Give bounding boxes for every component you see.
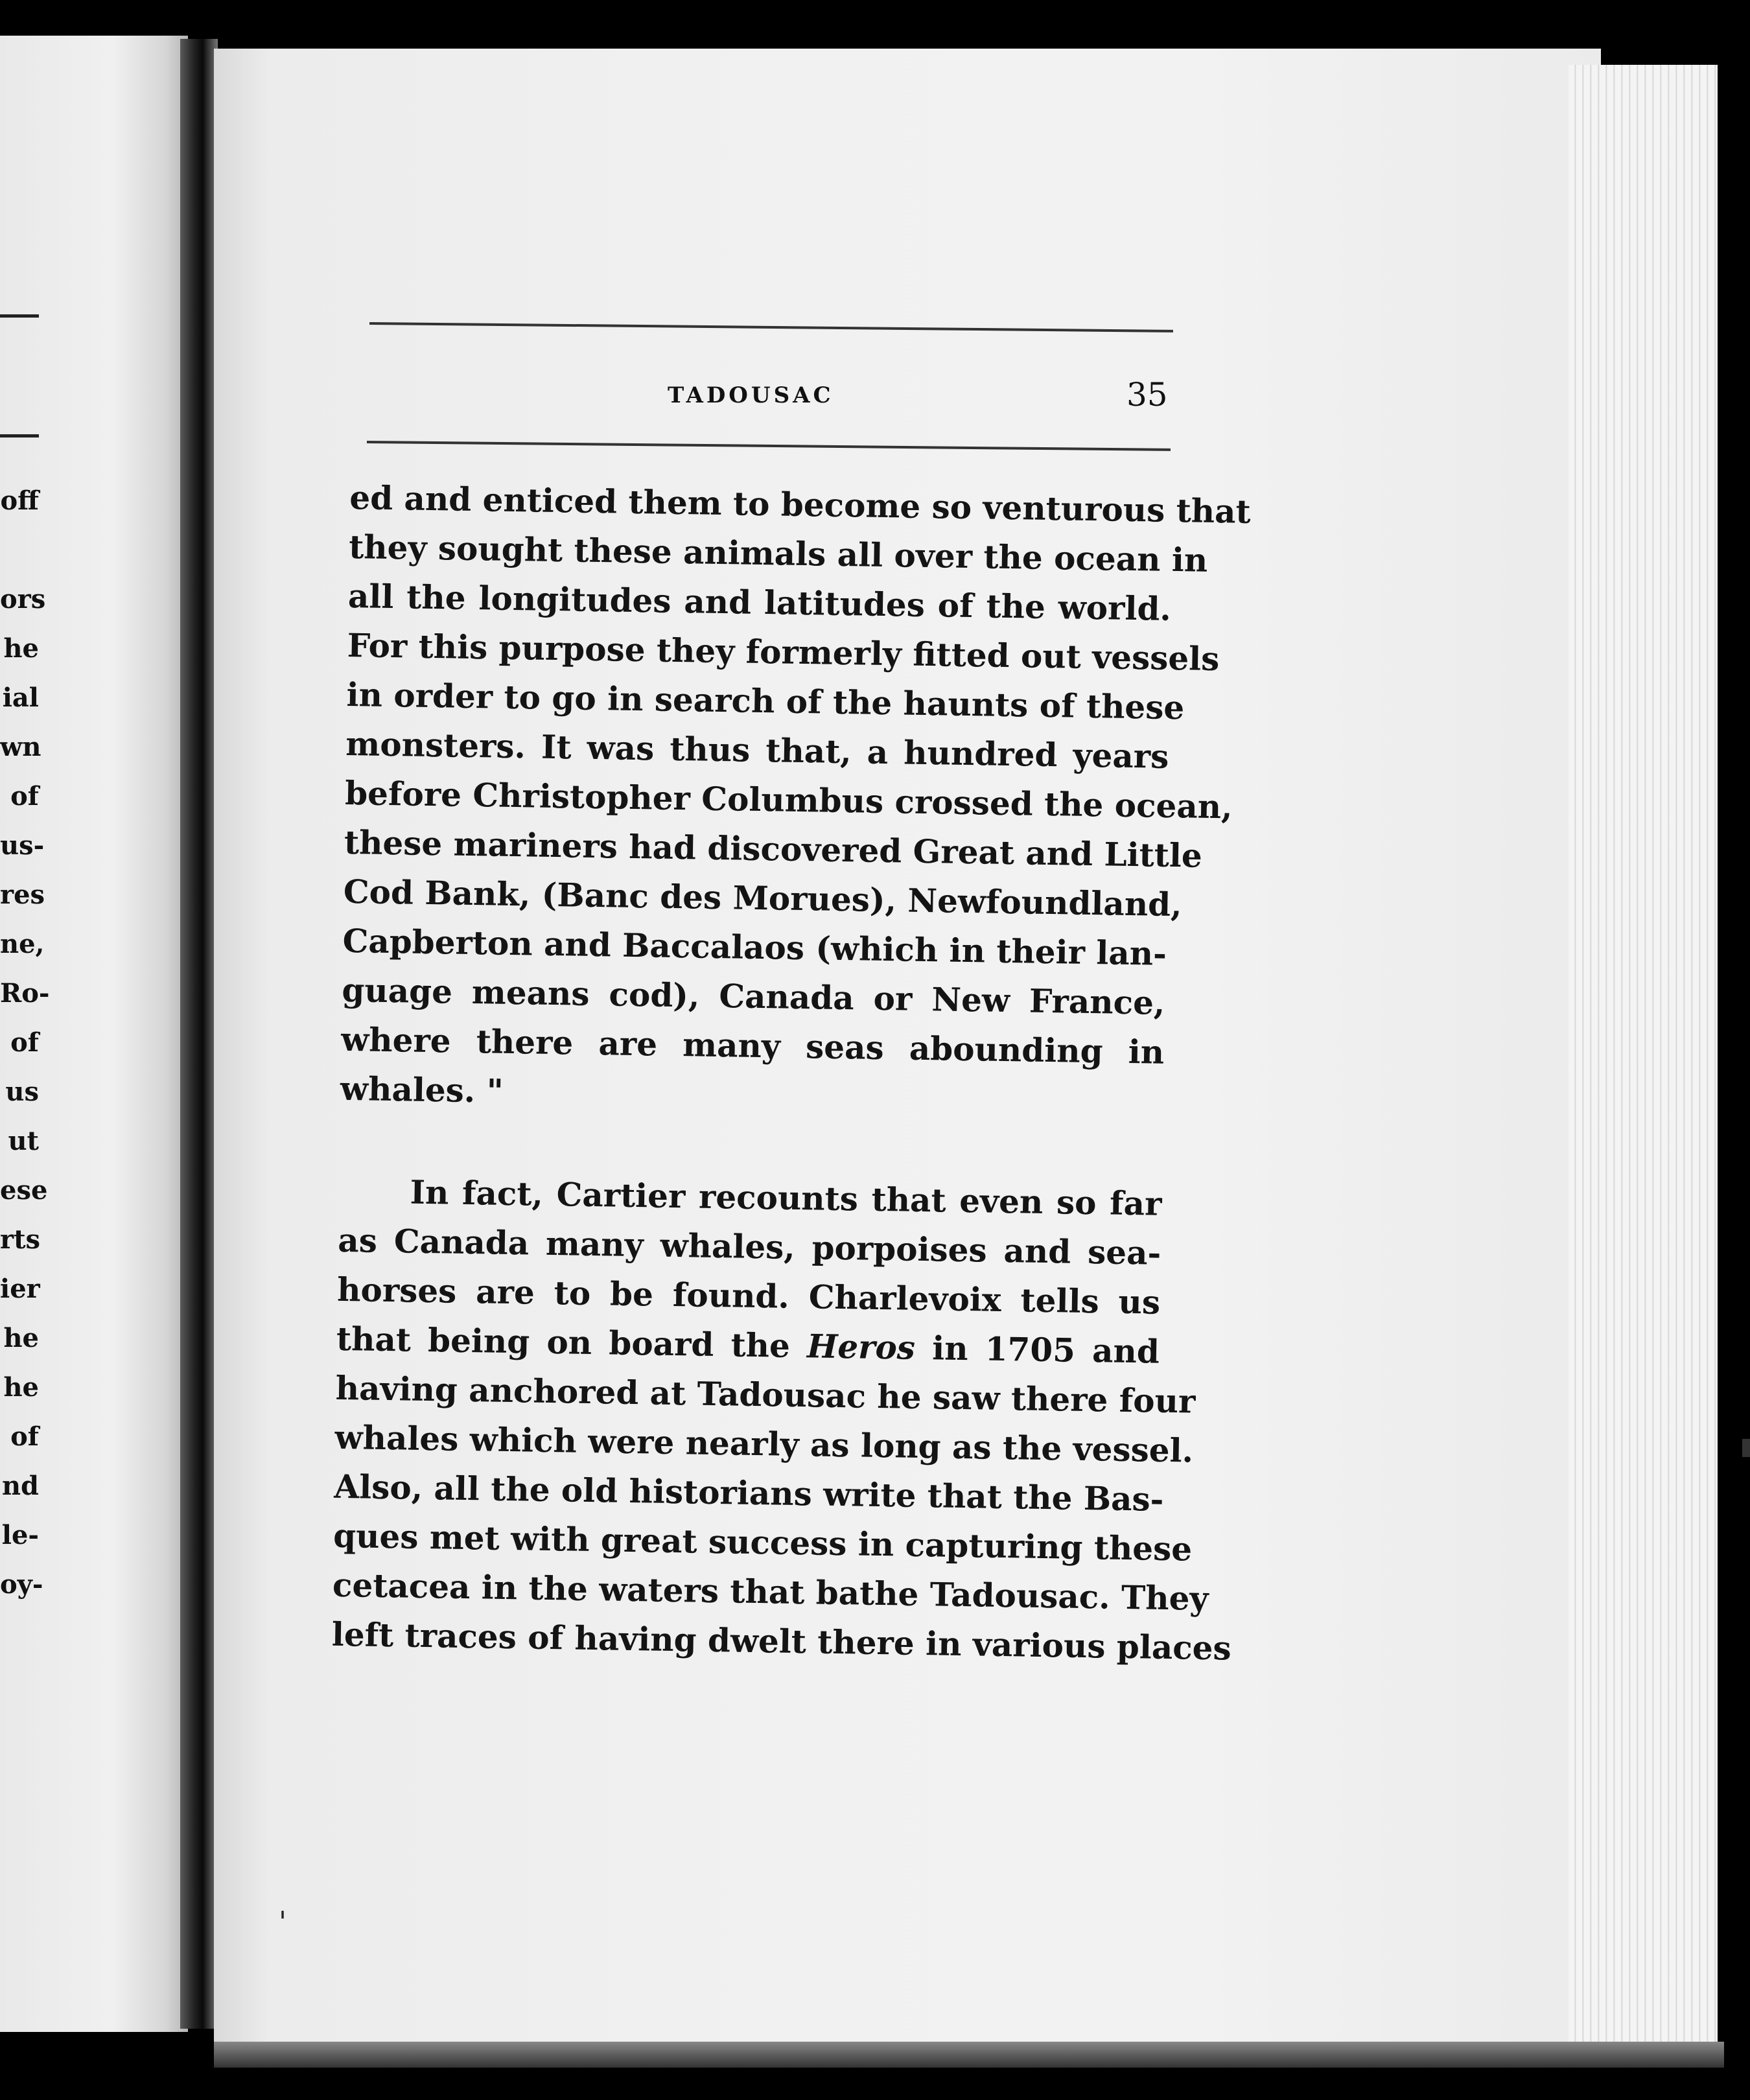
- left-page: [0, 36, 188, 2032]
- text-line: Also, all the old historians write that the Bas-: [333, 1467, 1164, 1519]
- left-fragment: he: [3, 1372, 39, 1403]
- left-fragment: of: [10, 781, 39, 811]
- text-line: horses are to be found. Charlevoix tells us: [336, 1270, 1161, 1322]
- left-fragment: rts: [0, 1224, 41, 1255]
- left-fragment: [0, 526, 39, 575]
- body-text: [331, 473, 1252, 1672]
- text-line: cetacea in the waters that bathe Tadousac. They: [332, 1565, 1209, 1618]
- left-fragment: le-: [1, 1520, 39, 1550]
- left-fragment: ut: [8, 1126, 39, 1156]
- margin-mark: ': [279, 1906, 287, 1939]
- bottom-shadow: [214, 2042, 1724, 2068]
- text-line: they sought these animals all over the ocean in: [348, 527, 1208, 579]
- page-block-edges: [1569, 65, 1718, 2048]
- left-fragment: wn: [0, 732, 41, 762]
- book-gutter: [180, 39, 218, 2029]
- text-line: in order to go in search of the haunts of these: [346, 675, 1185, 727]
- left-fragment: Ro-: [0, 978, 50, 1009]
- left-page-text-fragments: [0, 476, 50, 1609]
- text-line: monsters. It was thus that, a hundred years: [345, 724, 1169, 776]
- left-fragment: ier: [0, 1274, 40, 1304]
- left-fragment: ial: [2, 682, 39, 713]
- text-line: all the longitudes and latitudes of the world.: [347, 576, 1172, 628]
- edge-mark: [1742, 1439, 1750, 1457]
- text-line: ques met with great success in capturing these: [332, 1516, 1193, 1569]
- ship-name: Heros: [806, 1327, 916, 1367]
- paragraph-1: [340, 473, 1252, 1126]
- text-line: where there are many seas abounding in: [340, 1020, 1165, 1071]
- left-page-rule: [0, 434, 39, 438]
- left-fragment: us-: [0, 830, 45, 861]
- left-fragment: nd: [1, 1471, 39, 1501]
- text-line: whales which were nearly as long as the vessel.: [334, 1418, 1194, 1470]
- left-fragment: of: [10, 1421, 39, 1452]
- text-line: having anchored at Tadousac he saw there four: [335, 1368, 1196, 1421]
- text-line: guage means cod), Canada or New France,: [342, 970, 1165, 1022]
- left-fragment: he: [3, 633, 39, 664]
- text-line: In fact, Cartier recounts that even so far: [410, 1172, 1162, 1223]
- text-run: that being on board the: [336, 1319, 808, 1366]
- left-fragment: us: [5, 1077, 39, 1107]
- text-line: as Canada many whales, porpoises and sea-: [337, 1220, 1161, 1272]
- text-line: these mariners had discovered Great and Little: [344, 822, 1203, 875]
- text-line: whales. ": [340, 1069, 504, 1110]
- left-fragment: off: [0, 485, 39, 516]
- running-head: TADOUSAC: [668, 382, 834, 408]
- left-fragment: ne,: [0, 929, 45, 959]
- text-line: ed and enticed them to become so venturous that: [349, 478, 1252, 531]
- text-run: in 1705 and: [915, 1328, 1160, 1371]
- text-line: Capberton and Baccalaos (which in their lan-: [342, 921, 1167, 973]
- left-fragment: oy-: [0, 1569, 43, 1600]
- paragraph-2: [331, 1167, 1232, 1672]
- left-fragment: res: [0, 880, 45, 910]
- left-fragment: ors: [0, 584, 46, 614]
- text-line: For this purpose they formerly fitted out vessels: [347, 625, 1220, 679]
- left-page-rule: [0, 314, 39, 318]
- left-fragment: ese: [0, 1175, 48, 1206]
- text-line: before Christopher Columbus crossed the ocean,: [344, 773, 1233, 826]
- page-number: 35: [1126, 376, 1168, 414]
- left-fragment: he: [3, 1323, 39, 1353]
- text-line: Cod Bank, (Banc des Morues), Newfoundland,: [343, 872, 1183, 924]
- left-fragment: of: [10, 1027, 39, 1058]
- text-line: left traces of having dwelt there in various places: [331, 1615, 1232, 1668]
